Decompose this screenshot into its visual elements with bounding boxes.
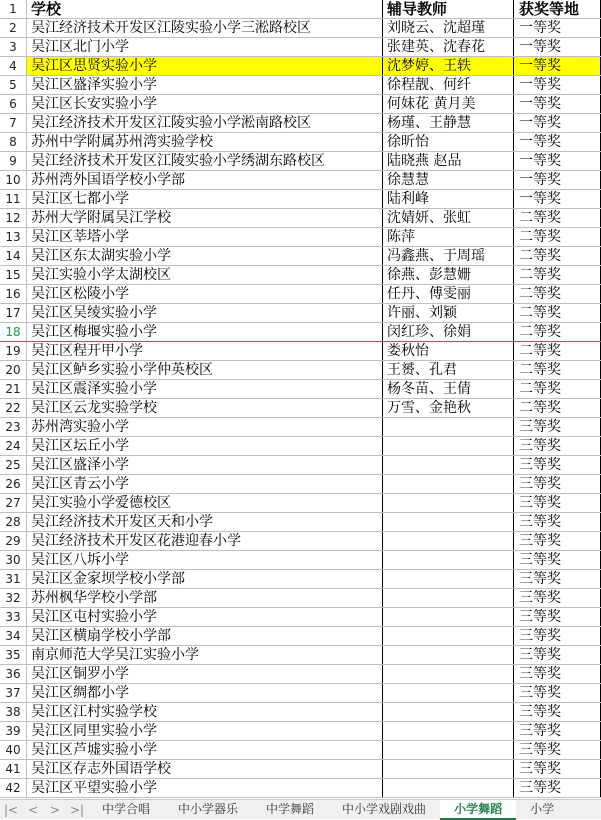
award-cell[interactable]: 三等奖 (514, 475, 601, 493)
school-cell[interactable]: 吴江区吴绫实验小学 (27, 304, 383, 322)
award-cell[interactable]: 二等奖 (514, 209, 601, 227)
table-row (0, 171, 601, 190)
teacher-cell[interactable]: 任丹、傅雯丽 (383, 285, 514, 303)
table-row (0, 114, 601, 133)
row-number[interactable]: 10 (0, 171, 27, 189)
sheet-tab[interactable]: 中学舞蹈 (266, 801, 315, 816)
school-cell[interactable]: 吴江经济技术开发区江陵实验小学三淞路校区 (27, 19, 383, 37)
table-row (0, 513, 601, 532)
row-number[interactable]: 17 (0, 304, 27, 322)
sheet-tabs (88, 800, 568, 820)
teacher-cell[interactable] (383, 703, 514, 721)
school-cell[interactable]: 吴江经济技术开发区花港迎春小学 (27, 532, 383, 550)
award-cell[interactable]: 三等奖 (514, 665, 601, 683)
award-cell[interactable]: 二等奖 (514, 380, 601, 398)
award-cell[interactable]: 二等奖 (514, 304, 601, 322)
school-cell[interactable]: 南京师范大学吴江实验小学 (27, 646, 383, 664)
table-row (0, 437, 601, 456)
sheet-tab[interactable]: 小学 (530, 801, 555, 816)
school-cell[interactable]: 吴江区青云小学 (27, 475, 383, 493)
teacher-cell[interactable] (383, 437, 514, 455)
first-sheet-button[interactable]: |< (3, 802, 19, 817)
award-cell[interactable]: 二等奖 (514, 323, 601, 341)
school-cell[interactable]: 吴江经济技术开发区江陵实验小学绣湖东路校区 (27, 152, 383, 170)
teacher-cell[interactable]: 陆利峰 (383, 190, 514, 208)
award-cell[interactable]: 一等奖 (514, 114, 601, 132)
school-cell[interactable]: 吴江区绸都小学 (27, 684, 383, 702)
row-number[interactable]: 2 (0, 19, 27, 37)
school-cell[interactable]: 吴江区平望实验小学 (27, 779, 383, 797)
teacher-cell[interactable] (383, 418, 514, 436)
teacher-cell[interactable]: 何妹花 黄月美 (383, 95, 514, 113)
table-row (0, 608, 601, 627)
table-row (0, 532, 601, 551)
award-cell[interactable]: 三等奖 (514, 589, 601, 607)
table-row (0, 722, 601, 741)
sheet-tab[interactable]: 中学合唱 (102, 801, 151, 816)
table-row (0, 551, 601, 570)
row-number[interactable]: 13 (0, 228, 27, 246)
row-number[interactable]: 11 (0, 190, 27, 208)
school-cell[interactable]: 吴江区北门小学 (27, 38, 383, 56)
school-cell[interactable]: 吴江区震泽实验小学 (27, 380, 383, 398)
table-row (0, 684, 601, 703)
row-number[interactable]: 5 (0, 76, 27, 94)
row-number[interactable]: 26 (0, 475, 27, 493)
teacher-cell[interactable] (383, 722, 514, 740)
row-number[interactable]: 31 (0, 570, 27, 588)
teacher-cell[interactable] (383, 627, 514, 645)
award-cell[interactable]: 三等奖 (514, 608, 601, 626)
school-cell[interactable]: 吴江区屯村实验小学 (27, 608, 383, 626)
award-cell[interactable]: 三等奖 (514, 513, 601, 531)
row-number[interactable]: 1 (0, 0, 27, 18)
teacher-cell[interactable]: 徐程靓、何纤 (383, 76, 514, 94)
teacher-cell[interactable]: 沈婧妍、张虹 (383, 209, 514, 227)
award-cell[interactable]: 二等奖 (514, 361, 601, 379)
award-cell[interactable]: 二等奖 (514, 285, 601, 303)
column-header-school[interactable]: 学校 (27, 0, 383, 18)
award-cell[interactable]: 三等奖 (514, 722, 601, 740)
award-cell[interactable]: 二等奖 (514, 228, 601, 246)
row-number[interactable]: 14 (0, 247, 27, 265)
header-row (0, 0, 601, 19)
school-cell[interactable]: 吴江区横扇学校小学部 (27, 627, 383, 645)
table-row (0, 228, 601, 247)
teacher-cell[interactable]: 闵红珍、徐娟 (383, 323, 514, 341)
award-cell[interactable]: 三等奖 (514, 703, 601, 721)
award-cell[interactable]: 三等奖 (514, 627, 601, 645)
school-cell[interactable]: 吴江区七都小学 (27, 190, 383, 208)
table-row (0, 779, 601, 798)
teacher-cell[interactable]: 徐燕、彭慧姗 (383, 266, 514, 284)
award-cell[interactable]: 一等奖 (514, 190, 601, 208)
sheet-tab-bar (0, 799, 601, 819)
table-row (0, 589, 601, 608)
row-number[interactable]: 8 (0, 133, 27, 151)
award-cell[interactable]: 二等奖 (514, 399, 601, 417)
teacher-cell[interactable]: 杨冬苗、王倩 (383, 380, 514, 398)
row-number[interactable]: 29 (0, 532, 27, 550)
teacher-cell[interactable]: 刘晓云、沈超瑾 (383, 19, 514, 37)
school-cell[interactable]: 苏州大学附属吴江学校 (27, 209, 383, 227)
teacher-cell[interactable]: 杨瑾、王静慧 (383, 114, 514, 132)
table-row (0, 665, 601, 684)
award-cell[interactable]: 三等奖 (514, 494, 601, 512)
table-row (0, 38, 601, 57)
award-cell[interactable]: 一等奖 (514, 95, 601, 113)
teacher-cell[interactable] (383, 513, 514, 531)
school-cell[interactable]: 吴江区东太湖实验小学 (27, 247, 383, 265)
teacher-cell[interactable] (383, 532, 514, 550)
award-cell[interactable]: 二等奖 (514, 342, 601, 360)
award-cell[interactable]: 一等奖 (514, 76, 601, 94)
table-row (0, 209, 601, 228)
teacher-cell[interactable]: 陆晓燕 赵品 (383, 152, 514, 170)
table-row (0, 456, 601, 475)
row-number[interactable]: 40 (0, 741, 27, 759)
school-cell[interactable]: 吴江区莘塔小学 (27, 228, 383, 246)
row-number[interactable]: 7 (0, 114, 27, 132)
teacher-cell[interactable] (383, 760, 514, 778)
table-row (0, 266, 601, 285)
table-row (0, 19, 601, 38)
award-cell[interactable]: 一等奖 (514, 133, 601, 151)
award-cell[interactable]: 一等奖 (514, 171, 601, 189)
table-row (0, 57, 601, 76)
table-row (0, 418, 601, 437)
teacher-cell[interactable]: 万雪、金艳秋 (383, 399, 514, 417)
award-cell[interactable]: 一等奖 (514, 57, 601, 75)
teacher-cell[interactable] (383, 475, 514, 493)
table-row (0, 570, 601, 589)
next-sheet-button[interactable]: > (49, 802, 61, 817)
school-cell[interactable]: 吴江区八坼小学 (27, 551, 383, 569)
sheet-tab[interactable]: 中小学戏剧戏曲 (342, 801, 427, 816)
school-cell[interactable]: 吴江区盛泽小学 (27, 456, 383, 474)
school-cell[interactable]: 吴江区云龙实验学校 (27, 399, 383, 417)
table-row (0, 247, 601, 266)
table-row (0, 494, 601, 513)
table-row (0, 323, 601, 342)
table-row (0, 646, 601, 665)
table-row (0, 627, 601, 646)
award-cell[interactable]: 一等奖 (514, 19, 601, 37)
row-number[interactable]: 37 (0, 684, 27, 702)
teacher-cell[interactable]: 张建英、沈春花 (383, 38, 514, 56)
award-cell[interactable]: 三等奖 (514, 532, 601, 550)
school-cell[interactable]: 吴江区芦墟实验小学 (27, 741, 383, 759)
table-row (0, 399, 601, 418)
table-row (0, 304, 601, 323)
award-cell[interactable]: 三等奖 (514, 570, 601, 588)
school-cell[interactable]: 苏州湾外国语学校小学部 (27, 171, 383, 189)
school-cell[interactable]: 吴江区同里实验小学 (27, 722, 383, 740)
row-number[interactable]: 28 (0, 513, 27, 531)
table-body (0, 19, 601, 798)
teacher-cell[interactable]: 冯鑫燕、于周瑶 (383, 247, 514, 265)
award-cell[interactable]: 三等奖 (514, 779, 601, 797)
award-cell[interactable]: 三等奖 (514, 551, 601, 569)
table-row (0, 190, 601, 209)
school-cell[interactable]: 吴江经济技术开发区江陵实验小学淞南路校区 (27, 114, 383, 132)
teacher-cell[interactable] (383, 589, 514, 607)
row-number[interactable]: 15 (0, 266, 27, 284)
school-cell[interactable]: 苏州枫华学校小学部 (27, 589, 383, 607)
row-number[interactable]: 3 (0, 38, 27, 56)
award-cell[interactable]: 二等奖 (514, 247, 601, 265)
prev-sheet-button[interactable]: < (27, 802, 39, 817)
teacher-cell[interactable]: 沈梦婷、王轶 (383, 57, 514, 75)
teacher-cell[interactable] (383, 646, 514, 664)
school-cell[interactable]: 吴江区铜罗小学 (27, 665, 383, 683)
row-number[interactable]: 42 (0, 779, 27, 797)
row-number[interactable]: 33 (0, 608, 27, 626)
table-row (0, 760, 601, 779)
school-cell[interactable]: 吴江实验小学太湖校区 (27, 266, 383, 284)
teacher-cell[interactable] (383, 665, 514, 683)
teacher-cell[interactable] (383, 551, 514, 569)
award-cell[interactable]: 一等奖 (514, 38, 601, 56)
award-cell[interactable]: 一等奖 (514, 152, 601, 170)
table-row (0, 76, 601, 95)
row-number[interactable]: 36 (0, 665, 27, 683)
school-cell[interactable]: 吴江区鲈乡实验小学仲英校区 (27, 361, 383, 379)
school-cell[interactable]: 吴江区程开甲小学 (27, 342, 383, 360)
teacher-cell[interactable]: 王赟、孔君 (383, 361, 514, 379)
row-number[interactable]: 27 (0, 494, 27, 512)
row-number[interactable]: 6 (0, 95, 27, 113)
school-cell[interactable]: 苏州中学附属苏州湾实验学校 (27, 133, 383, 151)
teacher-cell[interactable] (383, 570, 514, 588)
row-number[interactable]: 24 (0, 437, 27, 455)
award-cell[interactable]: 三等奖 (514, 418, 601, 436)
row-number[interactable]: 9 (0, 152, 27, 170)
table-row (0, 703, 601, 722)
teacher-cell[interactable]: 许丽、刘颖 (383, 304, 514, 322)
school-cell[interactable]: 吴江区梅堰实验小学 (27, 323, 383, 341)
school-cell[interactable]: 吴江区坛丘小学 (27, 437, 383, 455)
school-cell[interactable]: 吴江区盛泽实验小学 (27, 76, 383, 94)
row-number[interactable]: 22 (0, 399, 27, 417)
teacher-cell[interactable] (383, 494, 514, 512)
teacher-cell[interactable] (383, 456, 514, 474)
award-cell[interactable]: 三等奖 (514, 760, 601, 778)
row-number[interactable]: 38 (0, 703, 27, 721)
table-row (0, 380, 601, 399)
award-cell[interactable]: 三等奖 (514, 741, 601, 759)
row-number[interactable]: 41 (0, 760, 27, 778)
teacher-cell[interactable] (383, 684, 514, 702)
teacher-cell[interactable]: 陈萍 (383, 228, 514, 246)
teacher-cell[interactable]: 徐昕怡 (383, 133, 514, 151)
table-row (0, 152, 601, 171)
table-row (0, 133, 601, 152)
row-number[interactable]: 18 (0, 323, 27, 341)
teacher-cell[interactable] (383, 779, 514, 797)
table-row (0, 342, 601, 361)
row-number[interactable]: 12 (0, 209, 27, 227)
row-number[interactable]: 25 (0, 456, 27, 474)
school-cell[interactable]: 吴江区存志外国语学校 (27, 760, 383, 778)
school-cell[interactable]: 吴江区江村实验学校 (27, 703, 383, 721)
school-cell[interactable]: 吴江区思贤实验小学 (27, 57, 383, 75)
sheet-tab[interactable]: 小学舞蹈 (440, 800, 516, 820)
table-row (0, 95, 601, 114)
table-row (0, 741, 601, 760)
school-cell[interactable]: 吴江区金家坝学校小学部 (27, 570, 383, 588)
row-number[interactable]: 16 (0, 285, 27, 303)
row-number[interactable]: 20 (0, 361, 27, 379)
table-row (0, 475, 601, 494)
column-header-teacher[interactable]: 辅导教师 (383, 0, 514, 18)
row-number[interactable]: 39 (0, 722, 27, 740)
row-number[interactable]: 30 (0, 551, 27, 569)
row-number[interactable]: 23 (0, 418, 27, 436)
award-cell[interactable]: 二等奖 (514, 266, 601, 284)
row-number[interactable]: 4 (0, 57, 27, 75)
row-number[interactable]: 32 (0, 589, 27, 607)
award-cell[interactable]: 三等奖 (514, 646, 601, 664)
award-cell[interactable]: 三等奖 (514, 456, 601, 474)
teacher-cell[interactable]: 娄秋怡 (383, 342, 514, 360)
award-cell[interactable]: 三等奖 (514, 684, 601, 702)
row-number[interactable]: 21 (0, 380, 27, 398)
school-cell[interactable]: 苏州湾实验小学 (27, 418, 383, 436)
teacher-cell[interactable] (383, 608, 514, 626)
column-header-award[interactable]: 获奖等地 (514, 0, 601, 18)
row-number[interactable]: 35 (0, 646, 27, 664)
school-cell[interactable]: 吴江区松陵小学 (27, 285, 383, 303)
row-number[interactable]: 19 (0, 342, 27, 360)
school-cell[interactable]: 吴江经济技术开发区天和小学 (27, 513, 383, 531)
teacher-cell[interactable] (383, 741, 514, 759)
teacher-cell[interactable]: 徐慧慧 (383, 171, 514, 189)
school-cell[interactable]: 吴江实验小学爱德校区 (27, 494, 383, 512)
sheet-tab[interactable]: 中小学器乐 (178, 801, 239, 816)
table-row (0, 361, 601, 380)
table-row (0, 285, 601, 304)
school-cell[interactable]: 吴江区长安实验小学 (27, 95, 383, 113)
award-cell[interactable]: 三等奖 (514, 437, 601, 455)
row-number[interactable]: 34 (0, 627, 27, 645)
last-sheet-button[interactable]: >| (69, 802, 85, 817)
